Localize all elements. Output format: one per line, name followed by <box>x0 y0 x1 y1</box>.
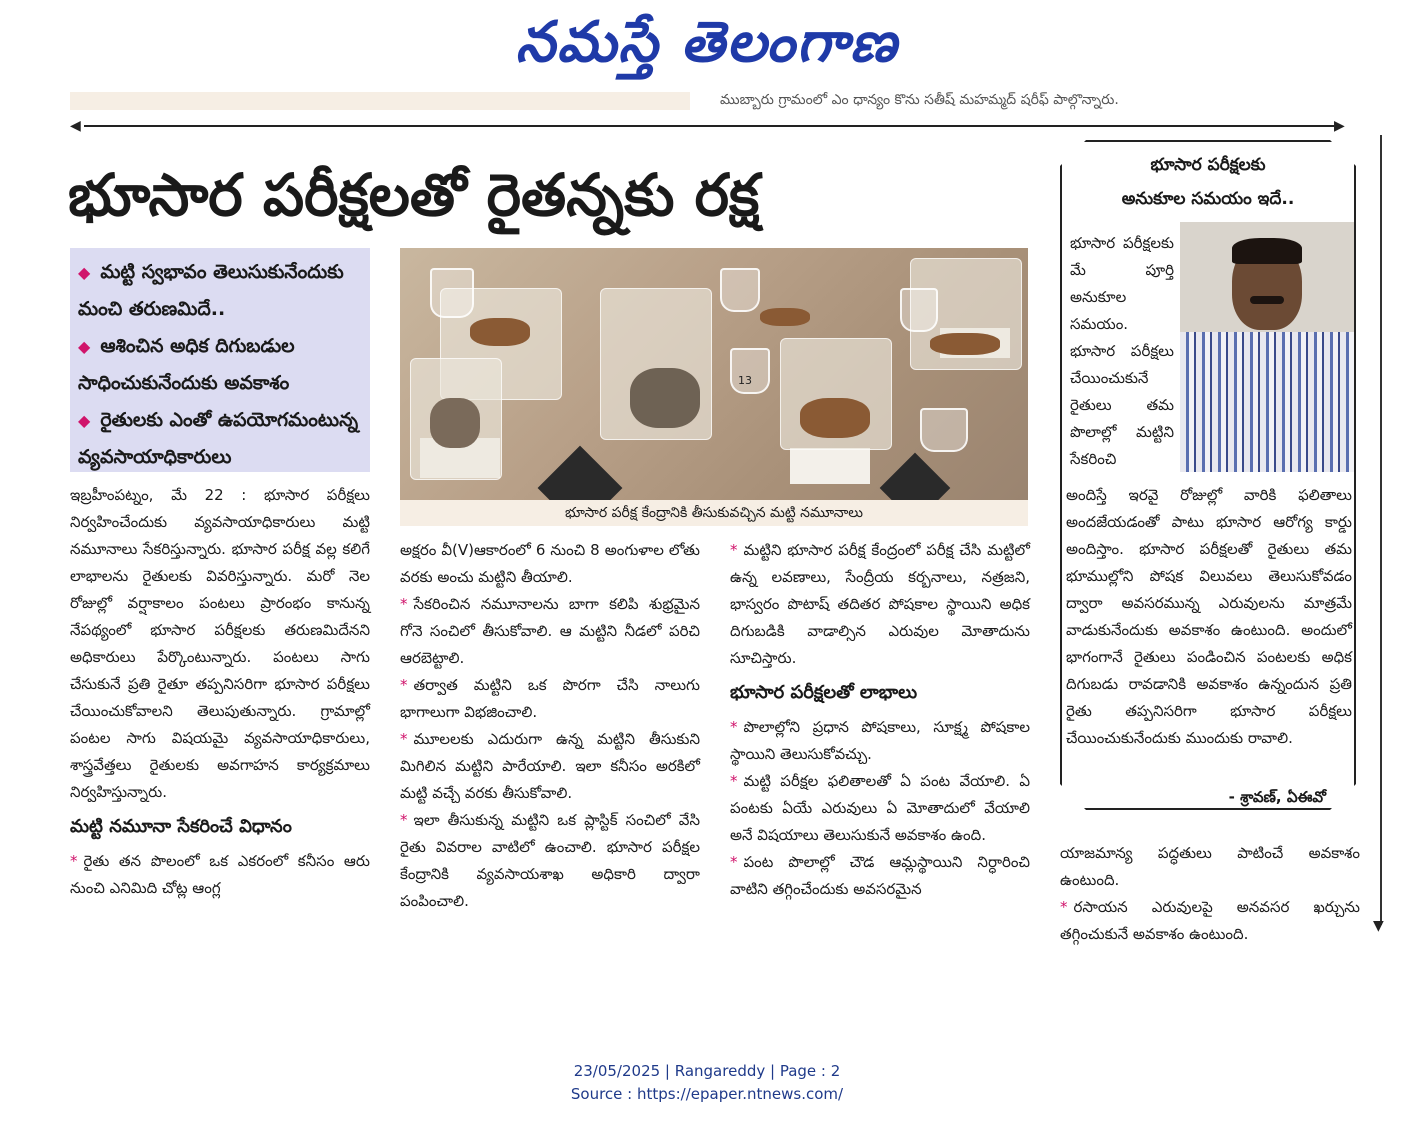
highlight-text: రైతులకు ఎంతో ఉపయోగమంటున్న వ్యవసాయాధికారులు <box>78 409 359 468</box>
paragraph-text: తర్వాత మట్టిని ఒక పొరగా చేసి నాలుగు భాగాలుగా విభజించాలి. <box>400 676 700 721</box>
paragraph <box>70 848 370 902</box>
highlight-item <box>70 402 370 476</box>
officer-photo <box>1180 222 1354 472</box>
horizontal-divider <box>84 125 1334 127</box>
asterisk-bullet-icon: * <box>1060 898 1068 916</box>
paragraph-text: రసాయన ఎరువులపై అనవసర ఖర్చును తగ్గించుకునే అవకాశం ఉంటుంది. <box>1060 898 1360 943</box>
highlight-item <box>70 254 370 328</box>
paragraph: అక్షరం వీ(V)ఆకారంలో 6 నుంచి 8 అంగుళాల లోతు వరకు అంచు మట్టిని తీయాలి. <box>400 541 700 586</box>
vertical-divider <box>1380 135 1382 925</box>
paragraph <box>400 672 700 726</box>
photo-floor-tile <box>880 453 951 500</box>
paragraph <box>730 714 1030 768</box>
photo-cup-label: 13 <box>738 374 752 387</box>
photo-soil <box>430 398 480 448</box>
article-column-4 <box>1060 840 1360 948</box>
article-column-2 <box>400 537 700 915</box>
asterisk-bullet-icon: * <box>730 853 738 871</box>
paragraph: యాజమాన్య పద్ధతులు పాటించే అవకాశం ఉంటుంది. <box>1060 844 1360 889</box>
subheading: మట్టి నమూనా సేకరించే విధానం <box>70 816 292 837</box>
article-headline: భూసార పరీక్షలతో రైతన్నకు రక్ష <box>68 161 760 229</box>
box-title-line: భూసార పరీక్షలకు <box>1150 155 1266 175</box>
paragraph-text: మట్టి పరీక్షల ఫలితాలతో ఏ పంట వేయాలి. ఏ పంటకు ఏయే ఎరువులు ఏ మోతాదులో వేయాలి అనే విషయాలు తెలుసుకునే అవకాశం ఉంది. <box>730 772 1030 844</box>
highlight-text: మట్టి స్వభావం తెలుసుకునేందుకు మంచి తరుణమిదే.. <box>78 261 344 320</box>
arrow-right-icon: ▶ <box>1334 118 1345 134</box>
arrow-down-icon: ▼ <box>1373 918 1384 934</box>
photo-soil <box>630 368 700 428</box>
paragraph <box>400 726 700 807</box>
box-signature: - శ్రావణ్, ఏఈవో <box>1228 788 1326 806</box>
photo-cup <box>920 408 968 452</box>
article-column-1 <box>70 482 370 902</box>
highlight-item <box>70 328 370 402</box>
asterisk-bullet-icon: * <box>400 730 408 748</box>
highlights-box <box>70 248 370 472</box>
soil-samples-photo <box>400 248 1028 500</box>
photo-cup <box>430 268 474 318</box>
masthead-logo: నమస్తే తెలంగాణ <box>515 10 899 75</box>
asterisk-bullet-icon: * <box>730 718 738 736</box>
arrow-left-icon: ◀ <box>70 118 81 134</box>
paragraph <box>730 849 1030 903</box>
paragraph <box>730 768 1030 849</box>
asterisk-bullet-icon: * <box>730 541 738 559</box>
box-title-line: అనుకూల సమయం ఇదే.. <box>1121 189 1295 209</box>
photo-cup <box>730 348 770 394</box>
photo-label-paper <box>790 448 870 484</box>
top-strip-text: ముబ్బారు గ్రామంలో ఎం ధాన్యం కొను సతీష్ మహమ్మద్ షరీఫ్ పాల్గొన్నారు. <box>720 92 1119 108</box>
photo-floor-tile <box>538 446 623 500</box>
paragraph-text: మట్టిని భూసార పరీక్ష కేంద్రంలో పరీక్ష చేసి మట్టిలో ఉన్న లవణాలు, సేంద్రీయ కర్బనాలు, నత్రజని, భాస్వరం పొటాష్ తదితర పోషకాల స్థాయిని అధిక దిగుబడికి వాడాల్సిన ఎరువుల మోతాదును సూచిస్తారు. <box>730 541 1030 667</box>
asterisk-bullet-icon: * <box>400 676 408 694</box>
diamond-bullet-icon: ◆ <box>78 411 91 430</box>
asterisk-bullet-icon: * <box>70 852 78 870</box>
subheading: భూసార పరీక్షలతో లాభాలు <box>730 682 918 703</box>
photo-soil <box>470 318 530 346</box>
footer-source-link[interactable]: Source : https://epaper.ntnews.com/ <box>570 1085 844 1103</box>
paragraph <box>400 591 700 672</box>
paragraph-text: ఇలా తీసుకున్న మట్టిని ఒక ప్లాస్టిక్ సంచిలో వేసి రైతు వివరాల వాటిలో ఉంచాలి. భూసార పరీక్షల కేంద్రానికి వ్యవసాయశాఖ అధికారి ద్వారా పంపించాలి. <box>400 811 700 910</box>
photo-cup <box>720 268 760 312</box>
highlight-text: ఆశించిన అధిక దిగుబడుల సాధించుకునేందుకు అవకాశం <box>78 335 295 394</box>
box-text: అందిస్తే ఇరవై రోజుల్లో వారికి ఫలితాలు అందజేయడంతో పాటు భూసార ఆరోగ్య కార్డు అందిస్తాం. భూసార పరీక్షలతో రైతులు తమ భూముల్లోని పోషక విలువలు తెలుసుకోవడం ద్వారా అవసరమున్న ఎరువులను మాత్రమే వాడుకునేందుకు అవకాశం ఉంటుంది. అందులో భాగంగానే రైతులు పండించిన పంటలకు అధిక దిగుబడు రావడానికి అవకాశం ఉన్నందున ప్రతి రైతు తప్పనిసరిగా భూసార పరీక్షలు చేయించుకునేందుకు ముందుకు రావాలి. <box>1066 486 1352 747</box>
paragraph <box>1060 894 1360 948</box>
paragraph <box>400 807 700 915</box>
box-text-beside-photo: భూసార పరీక్షలకు మే పూర్తి అనుకూల సమయం. భూసార పరీక్షలు చేయించుకునే రైతులు తమ పొలాల్లో మట్టిని సేకరించి <box>1070 234 1174 468</box>
asterisk-bullet-icon: * <box>400 595 408 613</box>
paragraph-text: మూలలకు ఎదురుగా ఉన్న మట్టిని తీసుకుని మిగిలిన మట్టిని పారేయాలి. ఇలా కనీసం అరకిలో మట్టి వచ్చే వరకు తీసుకోవాలి. <box>400 730 700 802</box>
photo-soil <box>760 308 810 326</box>
paragraph-text: సేకరించిన నమూనాలను బాగా కలిపి శుభ్రమైన గోనె సంచిలో తీసుకోవాలి. ఆ మట్టిని నీడలో పరిచి ఆరబెట్టాలి. <box>400 595 700 667</box>
footer-edition-info: 23/05/2025 | Rangareddy | Page : 2 <box>573 1062 841 1080</box>
box-title <box>1060 148 1356 216</box>
asterisk-bullet-icon: * <box>400 811 408 829</box>
paragraph: ఇబ్రహీంపట్నం, మే 22 : భూసార పరీక్షలు నిర్వహించేందుకు వ్యవసాయాధికారులు మట్టి నమూనాలు సేకరిస్తున్నారు. భూసార పరీక్ష వల్ల కలిగే లాభాలను రైతులకు వివరిస్తున్నారు. మరో నెల రోజుల్లో వర్షాకాలం పంటలు ప్రారంభం కానున్న నేపథ్యంలో భూసార పరీక్షలకు తరుణమిదేనని అధికారులు పేర్కొంటున్నారు. పంటలు సాగు చేసుకునే ప్రతి రైతూ తప్పనిసరిగా భూసార పరీక్షలు చేయించుకోవాలని తెలుపుతున్నారు. గ్రామాల్లో పంటల సాగు విషయమై వ్యవసాయాధికారులు, శాస్త్రవేత్తలు రైతులకు అవగాహన కార్యక్రమాలు నిర్వహిస్తున్నారు. <box>70 486 370 801</box>
asterisk-bullet-icon: * <box>730 772 738 790</box>
paragraph-text: రైతు తన పొలంలో ఒక ఎకరంలో కనీసం ఆరు నుంచి ఎనిమిది చోట్ల ఆంగ్ల <box>70 852 370 897</box>
photo-mustache <box>1250 296 1284 304</box>
paragraph-text: పంట పొలాల్లో చౌడ ఆమ్లస్థాయిని నిర్ధారించి వాటిని తగ్గించేందుకు అవసరమైన <box>730 853 1030 898</box>
photo-caption: భూసార పరీక్ష కేంద్రానికి తీసుకువచ్చిన మట్టి నమూనాలు <box>400 500 1028 526</box>
paragraph <box>730 537 1030 672</box>
photo-soil <box>930 333 1000 355</box>
article-column-3 <box>730 537 1030 903</box>
diamond-bullet-icon: ◆ <box>78 263 91 282</box>
photo-hair <box>1232 238 1302 264</box>
photo-soil <box>800 398 870 438</box>
photo-cup <box>900 288 938 332</box>
diamond-bullet-icon: ◆ <box>78 337 91 356</box>
paragraph-text: పొలాల్లోని ప్రధాన పోషకాలు, సూక్ష్మ పోషకాల స్థాయిని తెలుసుకోవచ్చు. <box>730 718 1030 763</box>
top-strip-bar <box>70 92 690 110</box>
